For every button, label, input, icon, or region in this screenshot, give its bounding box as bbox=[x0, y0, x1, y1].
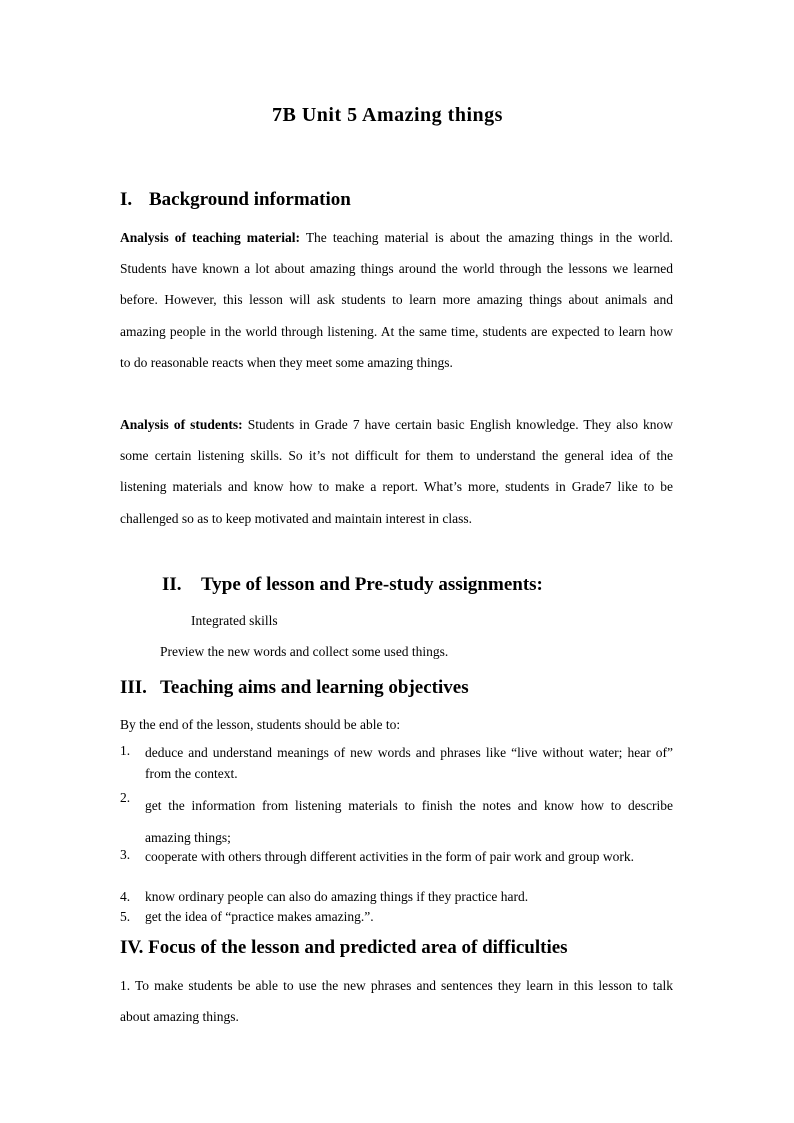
section-1-number: I. bbox=[120, 189, 133, 210]
objective-item: get the idea of “practice makes amazing.”. bbox=[145, 909, 374, 924]
section-1-heading: Background information bbox=[149, 189, 351, 210]
analysis-students-label: Analysis of students: bbox=[120, 417, 243, 432]
analysis-teaching-material-label: Analysis of teaching material: bbox=[120, 230, 301, 245]
pre-study-assignment-text: Preview the new words and collect some used things. bbox=[160, 644, 449, 659]
objective-item: get the information from listening materials to finish the notes and know how to describe amazing things; bbox=[145, 798, 673, 845]
objective-number: 4. bbox=[120, 889, 131, 904]
objectives-intro: By the end of the lesson, students should be able to: bbox=[120, 717, 401, 732]
section-3-number: III. bbox=[120, 677, 147, 698]
lesson-type-text: Integrated skills bbox=[191, 613, 278, 628]
objective-number: 3. bbox=[120, 847, 131, 862]
analysis-students-text: Students in Grade 7 have certain basic English knowledge. They also know some certain listening skills. So it’s not difficult for them to understand the general idea of the listening materials and know how to make a report. What’s more, students in Grade7 like to be challenged so as to keep motivated and maintain interest in class. bbox=[120, 417, 674, 526]
section-2-number: II. bbox=[162, 574, 182, 595]
objective-number: 5. bbox=[120, 909, 131, 924]
focus-paragraph: 1. To make students be able to use the new phrases and sentences they learn in this lesson to talk about amazing things. bbox=[120, 978, 673, 1025]
objective-item: know ordinary people can also do amazing things if they practice hard. bbox=[145, 889, 529, 904]
analysis-teaching-material-text: The teaching material is about the amazing things in the world. Students have known a lot about amazing things around the world through the lessons we learned before. However, this lesson will ask students to learn more amazing things about animals and amazing people in the world through listening. At the same time, students are expected to learn how to do reasonable reacts when they meet some amazing things. bbox=[120, 230, 673, 370]
objective-item: deduce and understand meanings of new words and phrases like “live without water; hear of” from the context. bbox=[145, 745, 673, 781]
objective-number: 1. bbox=[120, 743, 131, 758]
analysis-teaching-material-paragraph bbox=[120, 222, 673, 378]
section-4-heading: IV. Focus of the lesson and predicted area of difficulties bbox=[120, 937, 568, 958]
document-title: 7B Unit 5 Amazing things bbox=[272, 104, 503, 126]
objective-item: cooperate with others through different activities in the form of pair work and group work. bbox=[145, 849, 634, 864]
analysis-students-paragraph bbox=[120, 409, 673, 534]
section-3-heading: Teaching aims and learning objectives bbox=[160, 677, 469, 698]
section-2-heading: Type of lesson and Pre-study assignments: bbox=[201, 574, 543, 595]
objective-number: 2. bbox=[120, 790, 131, 805]
